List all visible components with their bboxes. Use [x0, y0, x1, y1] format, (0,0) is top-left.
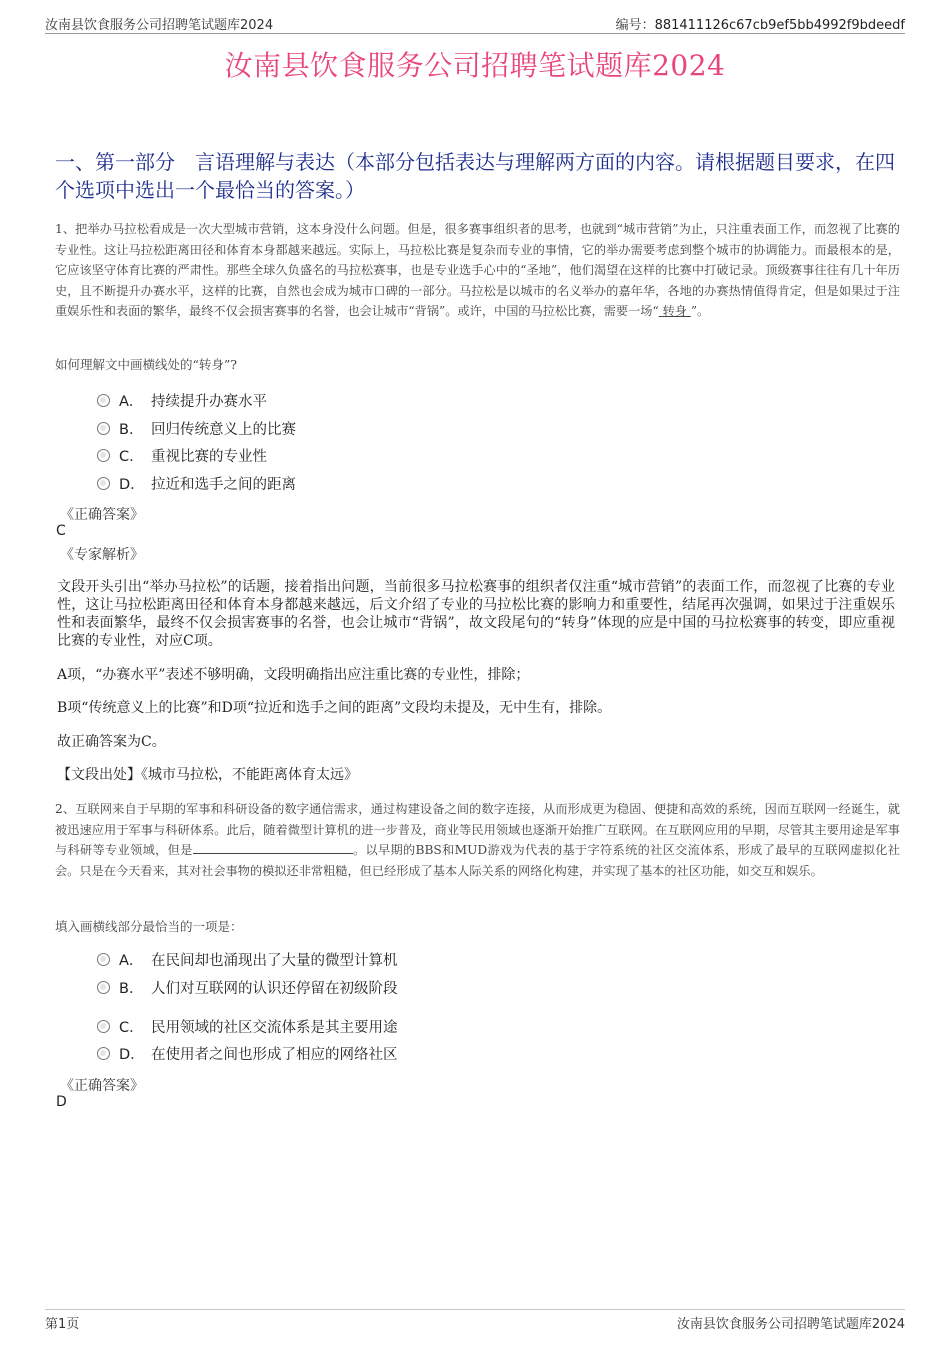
- option-letter: A．: [119, 393, 144, 410]
- footer-doc-title: 汝南县饮食服务公司招聘笔试题库2024: [676, 1317, 905, 1332]
- q2-answer-label: 《正确答案》: [60, 1078, 144, 1094]
- radio-icon[interactable]: [97, 1047, 110, 1060]
- q1-prompt: 如何理解文中画横线处的“转身”?: [55, 357, 237, 372]
- option-text: 拉近和选手之间的距离: [151, 476, 296, 493]
- page-title: 汝南县饮食服务公司招聘笔试题库2024: [224, 49, 726, 82]
- q1-option-c[interactable]: [97, 445, 267, 465]
- q2-option-b[interactable]: [97, 977, 398, 997]
- option-letter: B．: [119, 980, 144, 997]
- radio-icon[interactable]: [97, 953, 110, 966]
- radio-icon[interactable]: [97, 477, 110, 490]
- q1-analysis-a: A项，“办赛水平”表述不够明确，文段明确指出应注重比赛的专业性，排除；: [57, 667, 530, 683]
- q1-source: 【文段出处】《城市马拉松，不能距离体育太远》: [57, 767, 358, 783]
- option-text: 人们对互联网的认识还停留在初级阶段: [151, 980, 398, 997]
- q2-passage-text: 2、互联网来自于早期的军事和科研设备的数字通信需求，通过构建设备之间的数字连接，从而形成更为稳固、便捷和高效的系统，因而互联网一经诞生，就被迅速应用于军事与科研体系。此后，随着微型计算机的进一步普及，商业等民用领域也逐渐开始推广互联网。在互联网应用的早期，尽管其主要用途是军事与科研等专业领域，但是: [55, 802, 900, 857]
- footer-page-number: 第1页: [45, 1317, 80, 1332]
- radio-icon[interactable]: [97, 1020, 110, 1033]
- q2-passage-end: 。以早期的BBS和MUD游戏为代表的基于字符系统的社区交流体系，形成了最早的互联网虚拟化社会。只是在今天看来，其对社会事物的模拟还非常粗糙，但已经形成了基本人际关系的网络化构建，并实现了基本的社区功能，如交互和娱乐。: [55, 843, 900, 878]
- q1-passage-end: ”。: [690, 304, 710, 318]
- radio-icon[interactable]: [97, 449, 110, 462]
- option-letter: D．: [119, 1046, 145, 1063]
- header-doc-title: 汝南县饮食服务公司招聘笔试题库2024: [45, 18, 274, 33]
- q2-passage: [55, 799, 900, 881]
- q1-analysis-label: 《专家解析》: [60, 547, 144, 563]
- q2-fill-blank: [193, 841, 353, 854]
- header-id-code: 881411126c67cb9ef5bb4992f9bdeedf: [654, 18, 905, 33]
- q1-passage-text: 1、把举办马拉松看成是一次大型城市营销，这本身没什么问题。但是，很多赛事组织者的思考，也就到“城市营销”为止，只注重表面工作，而忽视了比赛的专业性。这让马拉松距离田径和体育本身都越来越远。实际上，马拉松比赛是复杂而专业的事情，它的举办需要考虑到整个城市的协调能力。而最根本的是，它应该坚守体育比赛的严肃性。那些全球久负盛名的马拉松赛事，也是专业选手心中的“圣地”，他们渴望在这样的比赛中打破记录。顶级赛事往往有几十年历史，且不断提升办赛水平，这样的比赛，自然也会成为城市口碑的一部分。马拉松是以城市的名义举办的嘉年华，各地的办赛热情值得肯定，但是如果过于注重娱乐性和表面的繁华，最终不仅会损害赛事的名誉，也会让城市“背锅”。或许，中国的马拉松比赛，需要一场“: [55, 222, 900, 318]
- option-text: 持续提升办赛水平: [151, 393, 267, 410]
- q1-answer-label: 《正确答案》: [60, 507, 144, 523]
- option-letter: C．: [119, 1019, 144, 1036]
- option-text: 在民间却也涌现出了大量的微型计算机: [151, 952, 398, 969]
- q2-option-d[interactable]: [97, 1043, 398, 1063]
- q2-answer: D: [56, 1094, 67, 1110]
- option-text: 民用领域的社区交流体系是其主要用途: [151, 1019, 398, 1036]
- header-id-label: 编号：: [615, 18, 655, 33]
- q2-option-a[interactable]: [97, 949, 398, 969]
- q1-analysis-bd: B项“传统意义上的比赛”和D项“拉近和选手之间的距离”文段均未提及，无中生有，排除。: [57, 700, 612, 716]
- q1-underlined-phrase: 转身: [658, 304, 691, 318]
- q1-option-d[interactable]: [97, 473, 296, 493]
- option-letter: B．: [119, 421, 144, 438]
- option-letter: C．: [119, 448, 144, 465]
- radio-icon[interactable]: [97, 981, 110, 994]
- radio-icon[interactable]: [97, 394, 110, 407]
- header-doc-id: [616, 14, 905, 33]
- header-divider: [45, 33, 905, 34]
- footer-divider: [45, 1309, 905, 1310]
- section-heading: 一、第一部分 言语理解与表达（本部分包括表达与理解两方面的内容。请根据题目要求，在四个选项中选出一个最恰当的答案。）: [55, 150, 895, 202]
- q2-option-c[interactable]: [97, 1016, 398, 1036]
- q2-prompt: 填入画横线部分最恰当的一项是：: [55, 919, 243, 934]
- radio-icon[interactable]: [97, 422, 110, 435]
- option-letter: D．: [119, 476, 145, 493]
- option-letter: A．: [119, 952, 144, 969]
- option-text: 重视比赛的专业性: [151, 448, 267, 465]
- q1-option-b[interactable]: [97, 418, 296, 438]
- q1-answer: C: [56, 523, 66, 539]
- q1-passage: [55, 219, 900, 322]
- q1-analysis-conclusion: 故正确答案为C。: [57, 734, 166, 750]
- q1-analysis-paragraph: 文段开头引出“举办马拉松”的话题，接着指出问题，当前很多马拉松赛事的组织者仅注重“城市营销”的表面工作，而忽视了比赛的专业性，这让马拉松距离田径和体育本身都越来越远，后文介绍了专业的马拉松比赛的影响力和重要性，结尾再次强调，如果过于注重娱乐性和表面繁华，最终不仅会损害赛事的名誉，也会让城市“背锅”，故文段尾句的“转身”体现的应是中国的马拉松赛事的转变，即应重视比赛的专业性，对应C项。: [57, 579, 895, 649]
- option-text: 回归传统意义上的比赛: [151, 421, 296, 438]
- q1-option-a[interactable]: [97, 390, 267, 410]
- option-text: 在使用者之间也形成了相应的网络社区: [151, 1046, 398, 1063]
